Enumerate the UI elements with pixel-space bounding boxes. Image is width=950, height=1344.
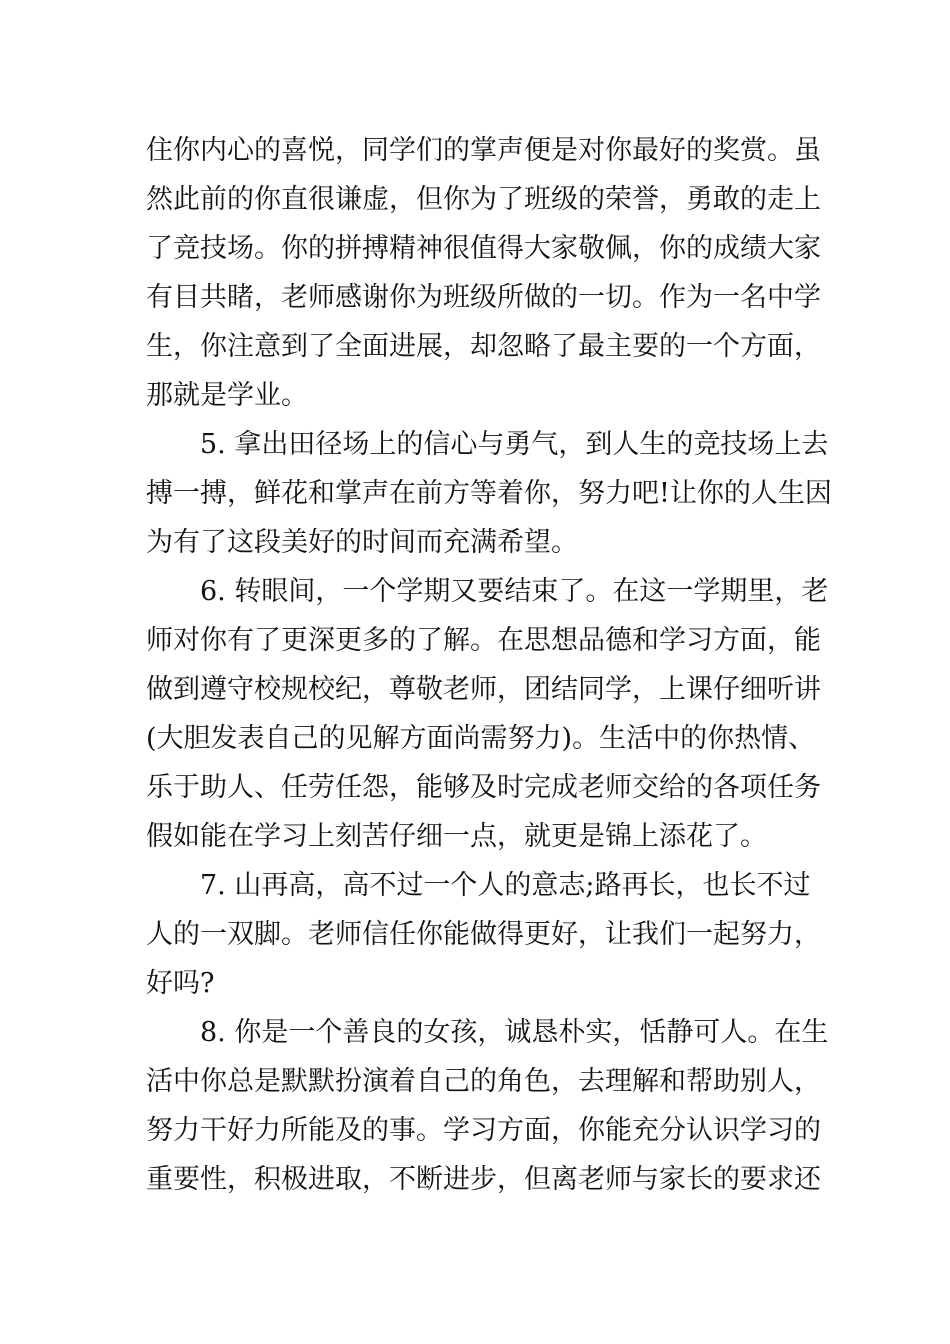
paragraph-item-6: [146, 567, 829, 861]
text-line: 乐于助人、任劳任怨，能够及时完成老师交给的各项任务: [146, 772, 821, 803]
text-line: 生，你注意到了全面进展，却忽略了最主要的一个方面，: [146, 331, 821, 362]
text-line: (大胆发表自己的见解方面尚需努力)。生活中的你热情、: [146, 723, 816, 754]
paragraph-item-5: [146, 420, 832, 567]
text-line: 那就是学业。: [146, 380, 308, 411]
text-line: 师对你有了更深更多的了解。在思想品德和学习方面，能: [146, 625, 821, 656]
text-line: 努力干好力所能及的事。学习方面，你能充分认识学习的: [146, 1115, 821, 1146]
text-line: 然此前的你直很谦虚，但你为了班级的荣誉，勇敢的走上: [146, 184, 821, 215]
text-line: 7. 山再高，高不过一个人的意志;路再长，也长不过: [200, 870, 811, 901]
text-line: 8. 你是一个善良的女孩，诚恳朴实，恬静可人。在生: [200, 1017, 829, 1048]
paragraph-item-8: [146, 1008, 829, 1204]
text-line: 为有了这段美好的时间而充满希望。: [146, 527, 578, 558]
text-line: 了竞技场。你的拼搏精神很值得大家敬佩，你的成绩大家: [146, 233, 821, 264]
document-body: [146, 126, 832, 1204]
text-line: 活中你总是默默扮演着自己的角色，去理解和帮助别人，: [146, 1066, 821, 1097]
text-line: 好吗?: [146, 968, 215, 999]
paragraph-continuation: [146, 126, 821, 420]
text-line: 6. 转眼间，一个学期又要结束了。在这一学期里，老: [200, 576, 829, 607]
text-line: 搏一搏，鲜花和掌声在前方等着你，努力吧!让你的人生因: [146, 478, 832, 509]
paragraph-item-7: [146, 861, 821, 1008]
text-line: 假如能在学习上刻苦仔细一点，就更是锦上添花了。: [146, 821, 767, 852]
text-line: 做到遵守校规校纪，尊敬老师，团结同学，上课仔细听讲: [146, 674, 821, 705]
text-line: 有目共睹，老师感谢你为班级所做的一切。作为一名中学: [146, 282, 821, 313]
text-line: 住你内心的喜悦，同学们的掌声便是对你最好的奖赏。虽: [146, 135, 821, 166]
text-line: 重要性，积极进取，不断进步，但离老师与家长的要求还: [146, 1164, 821, 1195]
text-line: 人的一双脚。老师信任你能做得更好，让我们一起努力，: [146, 919, 821, 950]
text-line: 5. 拿出田径场上的信心与勇气，到人生的竞技场上去: [200, 429, 829, 460]
